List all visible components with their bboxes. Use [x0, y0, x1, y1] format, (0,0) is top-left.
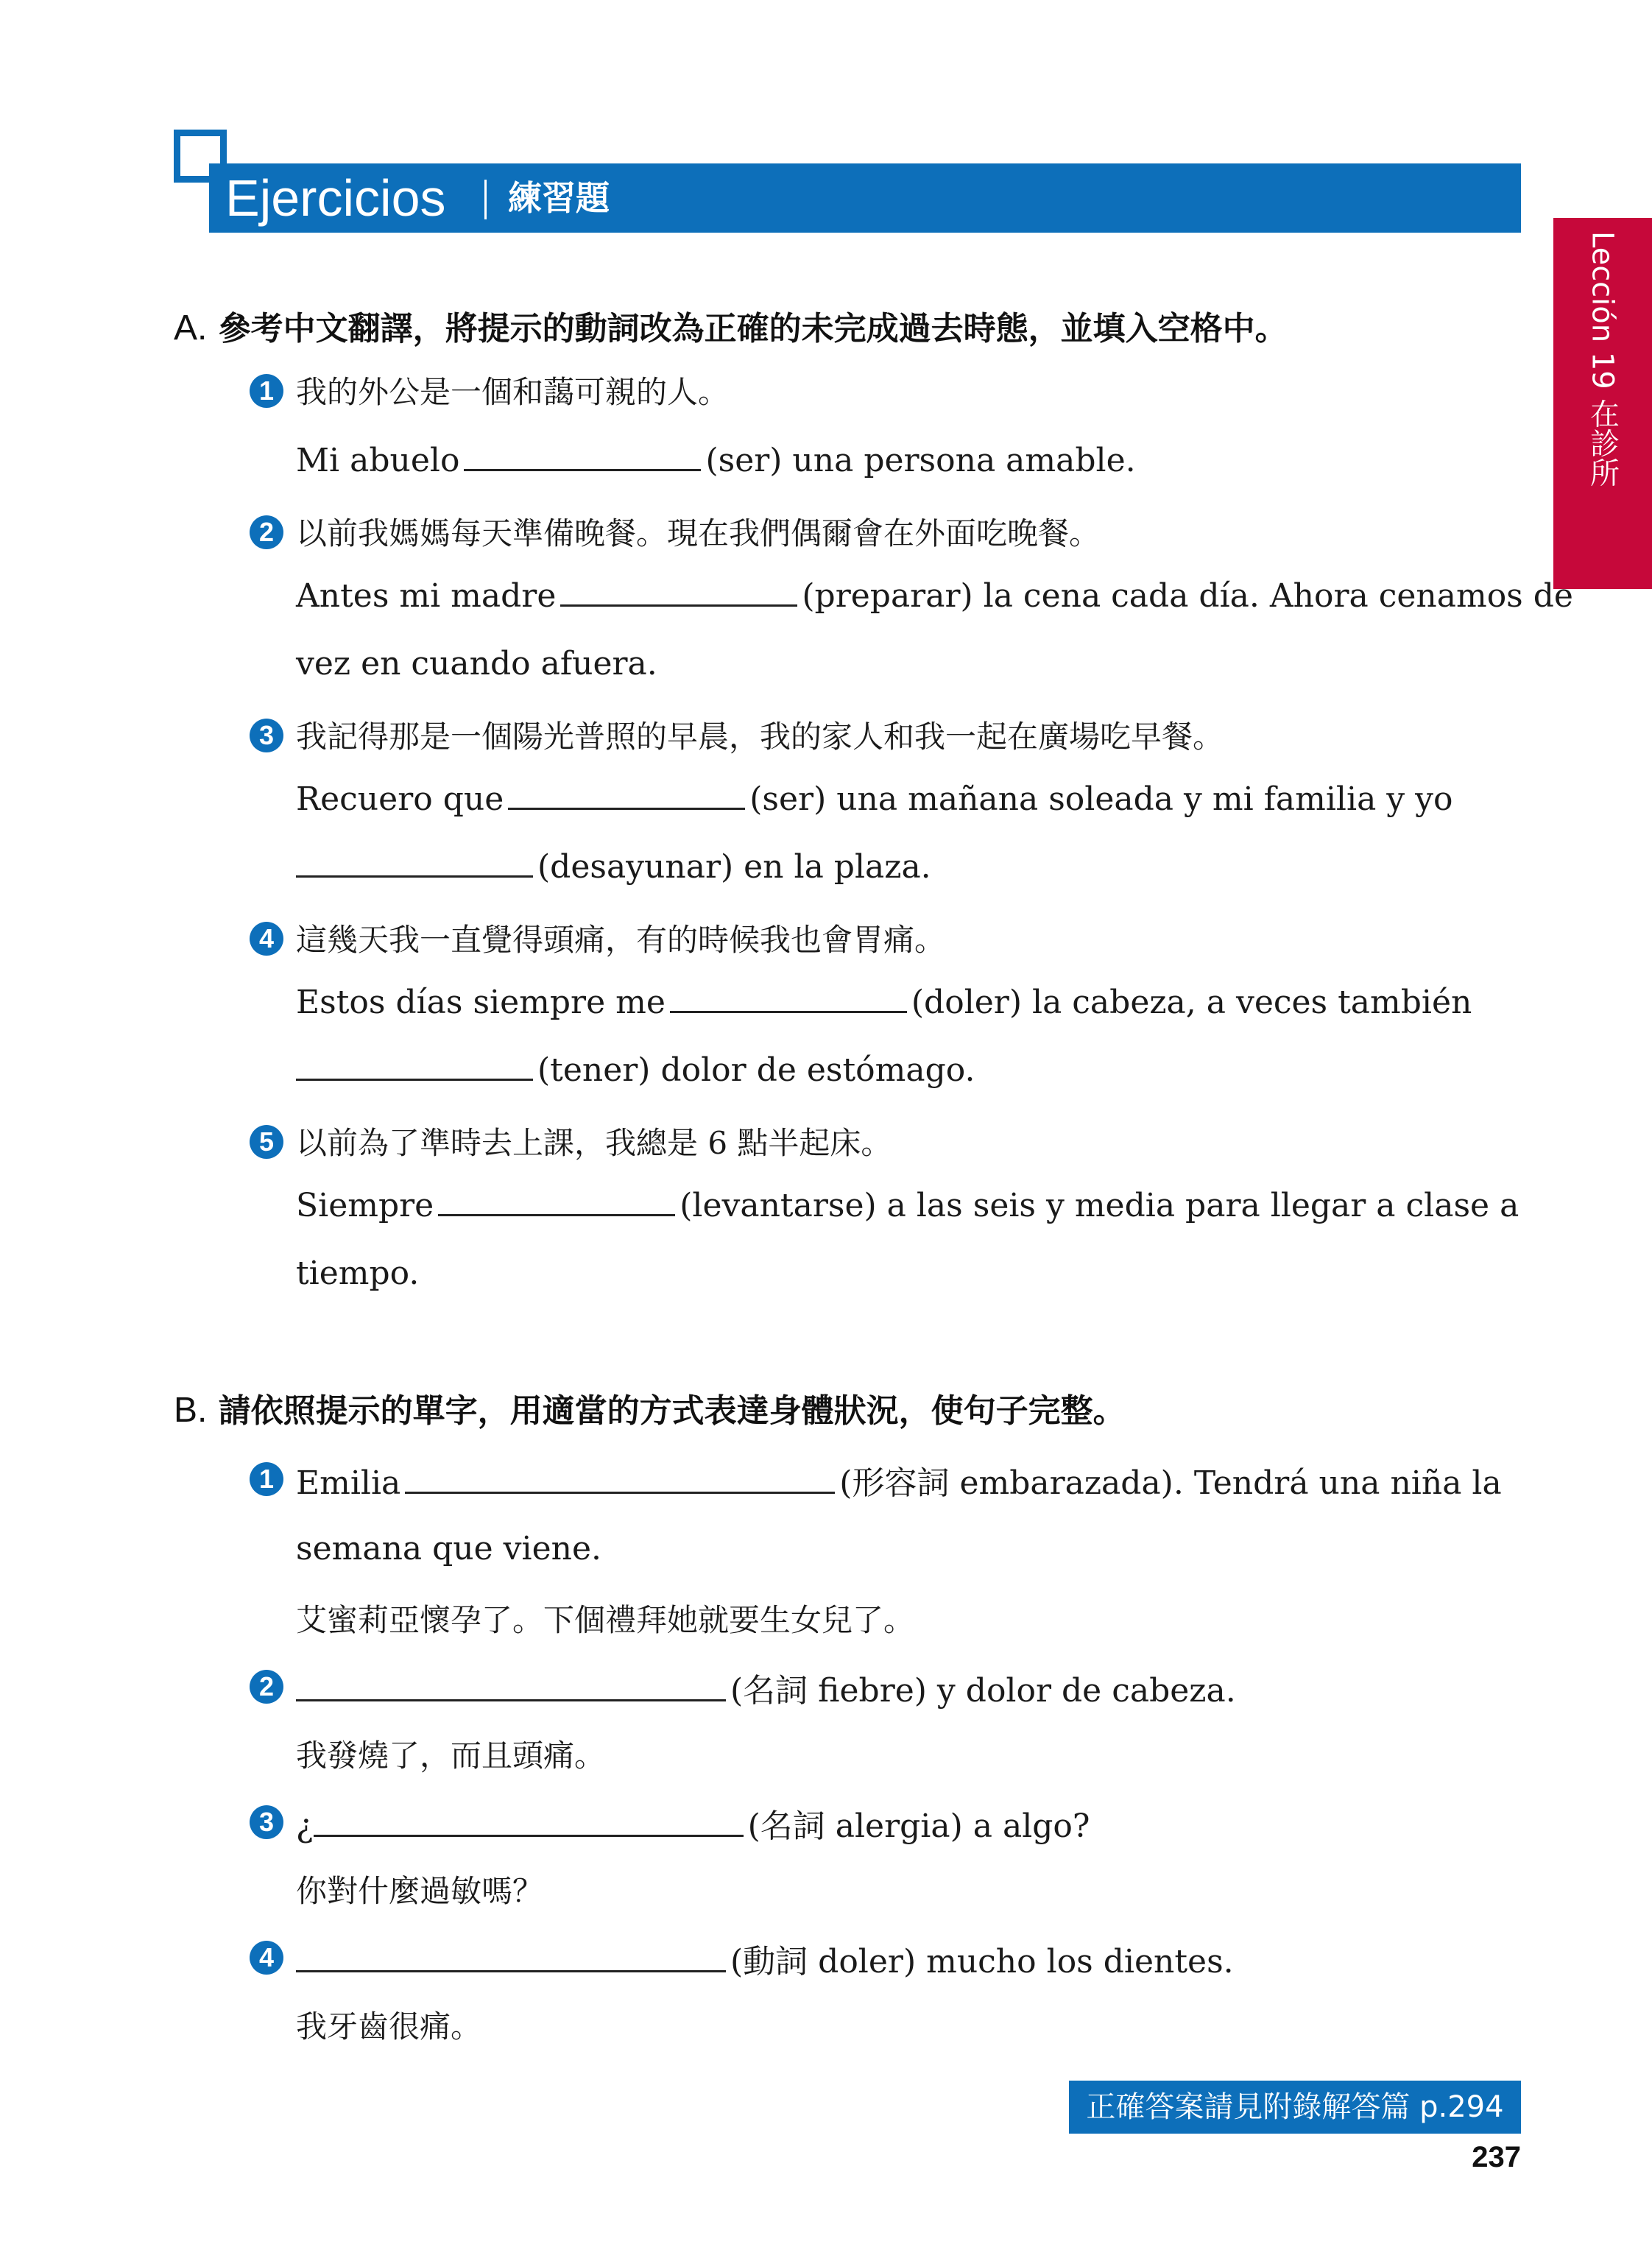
item-number-badge: 3 — [250, 1805, 283, 1839]
answer-blank[interactable] — [560, 578, 797, 607]
a2-text-before: Antes mi madre — [296, 577, 557, 615]
a2-sentence-cont: vez en cuando afuera. — [296, 645, 657, 682]
a1-chinese: 我的外公是一個和藹可親的人。 — [296, 374, 730, 410]
answer-blank[interactable] — [438, 1188, 675, 1216]
a5-text-after: (levantarse) a las seis y media para llegar a clase a — [679, 1187, 1519, 1224]
a4-sentence-cont — [296, 1051, 975, 1089]
b4-sentence — [296, 1935, 1234, 1982]
item-number-badge: 2 — [250, 515, 283, 549]
a2-text-after: (preparar) la cena cada día. Ahora cenamos de — [802, 577, 1573, 615]
a1-text-after: (ser) una persona amable. — [705, 442, 1136, 479]
answer-blank[interactable] — [296, 1944, 726, 1972]
section-a-heading — [174, 302, 1288, 349]
section-b-instruction: 請依照提示的單字，用適當的方式表達身體狀況，使句子完整。 — [218, 1392, 1126, 1430]
b3-text-after: (名詞 alergia) a algo? — [747, 1807, 1090, 1845]
a1-sentence — [296, 442, 1136, 479]
item-number-badge: 1 — [250, 1462, 283, 1496]
a4-sentence — [296, 984, 1472, 1021]
a4-text-before: Estos días siempre me — [296, 984, 666, 1021]
answer-blank[interactable] — [670, 984, 907, 1013]
a3-chinese: 我記得那是一個陽光普照的早晨，我的家人和我一起在廣場吃早餐。 — [296, 719, 1224, 755]
item-number-badge: 4 — [250, 922, 283, 956]
a3-text-after: (ser) una mañana soleada y mi familia y yo — [749, 780, 1453, 818]
a4-text-after: (doler) la cabeza, a veces también — [911, 984, 1472, 1021]
a5-chinese: 以前為了準時去上課，我總是 6 點半起床。 — [296, 1125, 892, 1161]
item-number-badge: 2 — [250, 1670, 283, 1704]
b4-chinese: 我牙齒很痛。 — [296, 2008, 482, 2045]
b3-chinese: 你對什麼過敏嗎？ — [296, 1873, 544, 1909]
answer-blank[interactable] — [405, 1465, 835, 1494]
section-b-heading — [174, 1384, 1126, 1431]
answer-blank[interactable] — [296, 849, 533, 878]
answer-blank[interactable] — [464, 442, 701, 471]
answer-blank[interactable] — [296, 1673, 726, 1701]
b2-sentence — [296, 1664, 1236, 1711]
b3-text-before: ¿ — [296, 1807, 314, 1845]
section-a-instruction: 參考中文翻譯，將提示的動詞改為正確的未完成過去時態，並填入空格中。 — [218, 310, 1288, 348]
b1-text-before: Emilia — [296, 1464, 401, 1502]
a3-text-before: Recuero que — [296, 780, 504, 818]
b1-sentence — [296, 1456, 1502, 1503]
a2-sentence — [296, 577, 1573, 615]
header-separator — [484, 180, 487, 219]
item-number-badge: 3 — [250, 719, 283, 752]
a2-chinese: 以前我媽媽每天準備晚餐。現在我們偶爾會在外面吃晚餐。 — [296, 515, 1101, 551]
lesson-side-label: Lección 19 在診所 — [1585, 231, 1620, 487]
b2-text-after: (名詞 fiebre) y dolor de cabeza. — [730, 1672, 1236, 1710]
a5-text-before: Siempre — [296, 1187, 434, 1224]
item-number-badge: 5 — [250, 1125, 283, 1159]
answer-blank[interactable] — [296, 1052, 533, 1081]
answer-blank[interactable] — [508, 781, 745, 810]
page-subtitle: 練習題 — [508, 178, 610, 218]
item-number-badge: 1 — [250, 374, 283, 408]
a4-text-after-2: (tener) dolor de estómago. — [537, 1051, 975, 1089]
a3-sentence — [296, 780, 1453, 818]
a5-sentence — [296, 1187, 1519, 1224]
b1-chinese: 艾蜜莉亞懷孕了。下個禮拜她就要生女兒了。 — [296, 1602, 915, 1638]
b3-sentence — [296, 1799, 1090, 1846]
b4-text-after: (動詞 doler) mucho los dientes. — [730, 1943, 1234, 1980]
page-number: 237 — [1472, 2141, 1521, 2173]
a4-chinese: 這幾天我一直覺得頭痛，有的時候我也會胃痛。 — [296, 922, 946, 958]
answer-reference-box: 正確答案請見附錄解答篇 p.294 — [1069, 2081, 1521, 2134]
a3-text-after-2: (desayunar) en la plaza. — [537, 848, 931, 886]
section-b-letter: B. — [174, 1391, 208, 1430]
a1-text-before: Mi abuelo — [296, 442, 460, 479]
page-title: Ejercicios — [225, 169, 446, 227]
a3-sentence-cont — [296, 848, 931, 886]
b1-sentence-cont: semana que viene. — [296, 1530, 601, 1567]
answer-blank[interactable] — [314, 1808, 744, 1837]
b2-chinese: 我發燒了，而且頭痛。 — [296, 1738, 606, 1774]
item-number-badge: 4 — [250, 1941, 283, 1975]
section-a-letter: A. — [174, 308, 208, 348]
a5-sentence-cont: tiempo. — [296, 1255, 420, 1292]
b1-text-after: (形容詞 embarazada). Tendrá una niña la — [839, 1464, 1502, 1502]
